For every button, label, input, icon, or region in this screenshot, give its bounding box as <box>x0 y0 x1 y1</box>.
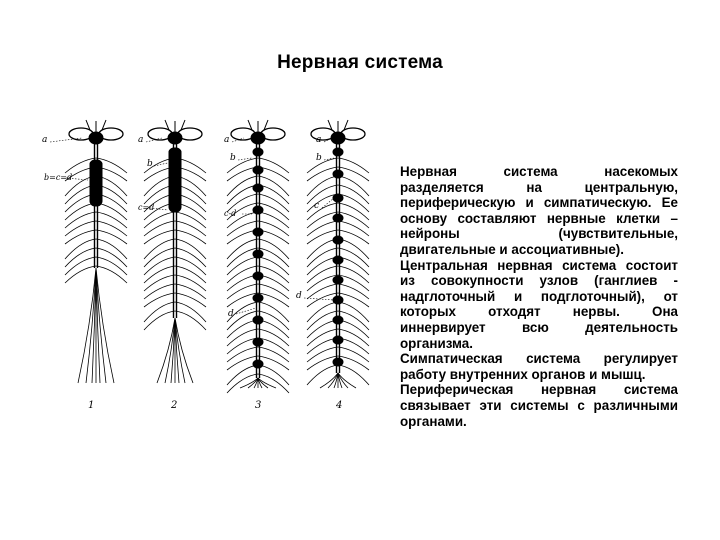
lateral-nerve <box>175 284 206 299</box>
ganglion <box>333 358 343 366</box>
lateral-nerve <box>307 320 338 338</box>
slide-title: Нервная система <box>277 52 443 73</box>
ganglion <box>333 336 343 344</box>
lateral-nerve <box>144 311 175 330</box>
lateral-nerve <box>96 266 127 283</box>
lateral-nerve <box>258 320 289 338</box>
part-label: b=c=d <box>44 173 73 182</box>
ganglion <box>333 214 343 222</box>
part-label: c=d <box>138 203 155 212</box>
part-label: a <box>316 135 322 145</box>
part-label: d <box>228 309 234 319</box>
part-label: d <box>296 291 302 301</box>
part-label: a <box>224 135 230 145</box>
ganglion <box>169 148 181 156</box>
panel-number: 3 <box>255 400 262 411</box>
lateral-nerve <box>144 248 175 267</box>
lateral-nerve <box>227 257 258 275</box>
part-label: c-d <box>224 209 237 218</box>
ganglion <box>333 194 343 202</box>
paragraph: Центральная нервная система состоит из совокупности узлов (ганглиев - надглоточный и подглоточный), от которых отходят нервы. Она иннервирует всю деятельность организма. <box>400 257 678 351</box>
lateral-nerve <box>96 221 127 236</box>
panel-number: 2 <box>171 400 178 411</box>
paragraph: Симпатическая система регулирует работу внутренних органов и мышц. <box>400 351 678 382</box>
ganglion <box>253 228 263 236</box>
lateral-nerve <box>65 266 96 283</box>
panel-number: 4 <box>336 400 343 411</box>
part-label: a <box>42 135 48 145</box>
label-leader-line <box>304 298 334 300</box>
lateral-nerve <box>96 257 127 275</box>
ganglion <box>253 294 263 302</box>
lateral-nerve <box>338 158 369 173</box>
lateral-nerve <box>338 221 369 236</box>
lateral-nerve <box>307 158 338 173</box>
lateral-nerve <box>144 257 175 275</box>
lateral-nerve <box>258 248 289 267</box>
lateral-nerve <box>175 311 206 330</box>
ganglion <box>333 148 343 156</box>
description-text <box>400 164 678 429</box>
lateral-nerve <box>65 221 96 236</box>
caudal-nerve <box>78 268 96 383</box>
lateral-nerve <box>258 257 289 275</box>
nervous-system-illustration <box>38 118 388 418</box>
lateral-nerve <box>144 221 175 236</box>
brain-center <box>331 132 345 144</box>
lateral-nerve <box>144 284 175 299</box>
lateral-nerve <box>175 257 206 275</box>
lateral-nerve <box>227 248 258 267</box>
ganglion <box>333 276 343 284</box>
ganglion <box>90 196 102 204</box>
lateral-nerve <box>65 257 96 275</box>
lateral-nerve <box>338 248 369 267</box>
panel-number: 1 <box>88 400 95 411</box>
lateral-nerve <box>96 248 127 267</box>
ganglion <box>253 250 263 258</box>
caudal-nerve <box>96 268 114 383</box>
ganglion <box>253 360 263 368</box>
part-label: b <box>230 153 236 163</box>
label-leader-line <box>236 308 256 314</box>
lateral-nerve <box>307 284 338 299</box>
ganglion <box>253 338 263 346</box>
lateral-nerve <box>307 221 338 236</box>
brain-center <box>89 132 103 144</box>
paragraph: Периферическая нервная система связывает эти системы с различными органами. <box>400 382 678 429</box>
brain-center <box>251 132 265 144</box>
part-label: a <box>138 135 144 145</box>
ganglion <box>253 148 263 156</box>
label-leader-line <box>322 198 334 208</box>
caudal-nerve <box>175 318 193 383</box>
lateral-nerve <box>227 347 258 362</box>
lateral-nerve <box>338 284 369 299</box>
part-label: b <box>147 159 153 169</box>
caudal-nerve <box>338 373 356 388</box>
lateral-nerve <box>175 248 206 267</box>
lateral-nerve <box>227 320 258 338</box>
paragraph: Нервная система насекомых разделяется на центральную, периферическую и симпатическую. Ее основу составляют нервные клетки – нейроны (чувствительные, двигательные и ассоциативные). <box>400 164 678 257</box>
brain-center <box>168 132 182 144</box>
lateral-nerve <box>307 248 338 267</box>
lateral-nerve <box>175 221 206 236</box>
lateral-nerve <box>65 248 96 267</box>
part-label: c <box>314 201 320 211</box>
lateral-nerve <box>338 185 369 204</box>
lateral-nerve <box>258 347 289 362</box>
lateral-nerve <box>307 185 338 204</box>
caudal-nerve <box>157 318 175 383</box>
caudal-nerve <box>320 373 338 388</box>
lateral-nerve <box>338 320 369 338</box>
part-label: b <box>316 153 322 163</box>
